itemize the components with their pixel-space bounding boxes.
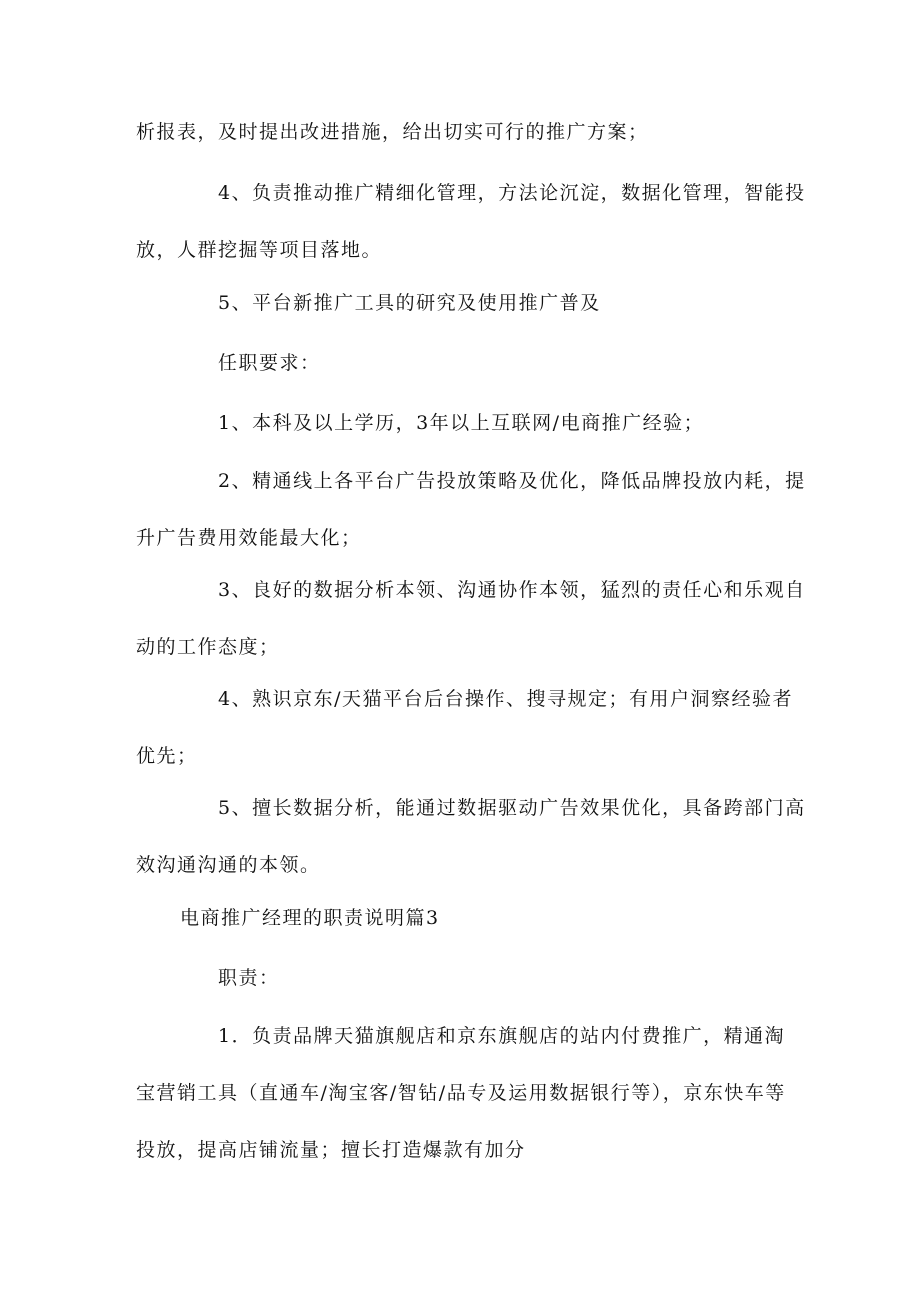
text-line: 升广告费用效能最大化； [136,527,362,549]
paragraph-duty-4 [136,165,806,279]
paragraph-req-4 [136,671,791,785]
paragraph-duty-5 [136,275,791,332]
paragraph-continuation [136,104,791,161]
duties-label [136,950,791,1007]
paragraph-req-2 [136,453,806,567]
text-line: 宝营销工具（直通车/淘宝客/智钻/品专及运用数据银行等），京东快车等 [136,1082,786,1104]
paragraph-req-3 [136,562,806,676]
text-line: 任职要求： [218,352,321,374]
text-line: 2、精通线上各平台广告投放策略及优化，降低品牌投放内耗，提 [218,470,806,492]
requirements-label [136,335,791,392]
text-line: 优先； [136,745,198,767]
text-line: 4、熟识京东/天猫平台后台操作、搜寻规定；有用户洞察经验者 [218,688,793,710]
text-line: 4、负责推动推广精细化管理，方法论沉淀，数据化管理，智能投 [218,182,806,204]
text-line: 5、平台新推广工具的研究及使用推广普及 [218,292,601,314]
text-line: 3、良好的数据分析本领、沟通协作本领，猛烈的责任心和乐观自 [218,579,806,601]
text-line: 效沟通沟通的本领。 [136,854,321,876]
text-line: 1、本科及以上学历，3年以上互联网/电商推广经验； [218,412,705,434]
text-line: 职责： [218,967,280,989]
section-heading: 电商推广经理的职责说明篇3 [180,907,440,929]
text-line: 1．负责品牌天猫旗舰店和京东旗舰店的站内付费推广，精通淘 [218,1025,786,1047]
paragraph-req-1 [136,395,791,452]
text-line: 析报表，及时提出改进措施，给出切实可行的推广方案； [136,121,649,143]
text-line: 5、擅长数据分析，能通过数据驱动广告效果优化，具备跨部门高 [218,797,806,819]
paragraph-req-5 [136,780,806,894]
text-line: 放，人群挖掘等项目落地。 [136,239,383,261]
text-line: 动的工作态度； [136,636,280,658]
paragraph-duty-1 [136,1008,791,1179]
text-line: 投放，提高店铺流量；擅长打造爆款有加分 [136,1139,526,1161]
